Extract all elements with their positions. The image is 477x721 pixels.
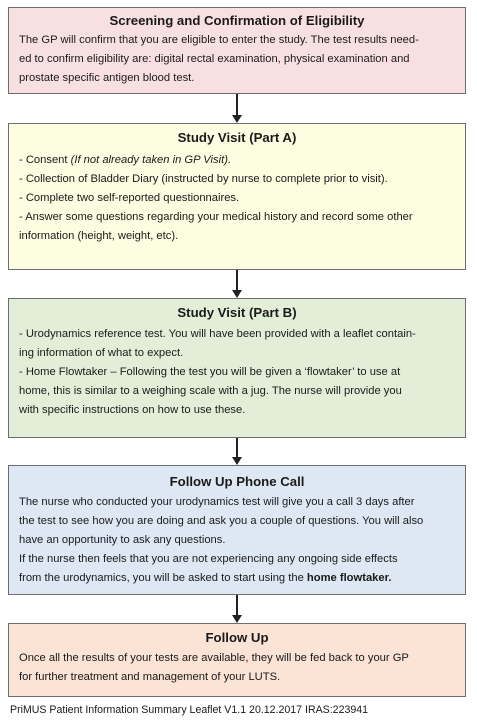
phone-call-line: the test to see how you are doing and ask you a couple of questions. You will also: [19, 515, 424, 527]
follow-up-title: Follow Up: [205, 630, 269, 645]
phone-call-box: [8, 465, 466, 595]
study-visit-a-box: [8, 123, 466, 270]
follow-up-box: [8, 623, 466, 697]
screening-line: prostate specific antigen blood test.: [19, 72, 195, 84]
flow-arrow: [232, 270, 242, 298]
screening-title: Screening and Confirmation of Eligibility: [109, 13, 365, 28]
consent-note: (If not already taken in GP Visit).: [70, 154, 232, 166]
study-visit-a-title: Study Visit (Part A): [177, 130, 297, 145]
flow-arrow: [232, 438, 242, 465]
screening-box: [8, 7, 466, 94]
list-item: - Consent (If not already taken in GP Visit).: [19, 151, 457, 170]
footer-text: PriMUS Patient Information Summary Leaflet V1.1 20.12.2017 IRAS:223941: [10, 704, 369, 716]
home-flowtaker-emphasis: home flowtaker.: [306, 572, 392, 584]
follow-up-line: for further treatment and management of your LUTS.: [19, 671, 281, 683]
follow-up-body: [9, 649, 465, 687]
phone-call-line: If the nurse then feels that you are not experiencing any ongoing side effects: [19, 553, 398, 565]
list-item: - Collection of Bladder Diary (instructed by nurse to complete prior to visit).: [19, 170, 457, 189]
flow-arrow: [232, 94, 242, 123]
phone-call-line: have an opportunity to ask any questions.: [19, 534, 226, 546]
screening-body: [9, 31, 465, 88]
screening-line: The GP will confirm that you are eligible to enter the study. The test results need-: [19, 34, 419, 46]
screening-line: ed to confirm eligibility are: digital rectal examination, physical examination and: [19, 53, 410, 65]
list-item: - Home Flowtaker – Following the test you will be given a ‘flowtaker’ to use at home, this is similar to a weighing scale with a jug. The nurse will provide you with specific instructions on how to use these.: [19, 363, 457, 420]
list-item: - Complete two self-reported questionnaires.: [19, 189, 457, 208]
list-item: - Answer some questions regarding your medical history and record some other information (height, weight, etc).: [19, 208, 457, 246]
phone-call-line: from the urodynamics, you will be asked to start using the home flowtaker.: [19, 572, 392, 584]
study-visit-a-list: [9, 151, 465, 246]
phone-call-title: Follow Up Phone Call: [169, 474, 305, 489]
flow-arrow: [232, 595, 242, 623]
list-item: - Urodynamics reference test. You will have been provided with a leaflet contain- ing information of what to expect.: [19, 325, 457, 363]
phone-call-line: The nurse who conducted your urodynamics test will give you a call 3 days after: [19, 496, 415, 508]
follow-up-line: Once all the results of your tests are available, they will be fed back to your GP: [19, 652, 409, 664]
study-visit-b-title: Study Visit (Part B): [177, 305, 297, 320]
phone-call-body: [9, 493, 465, 588]
study-visit-b-box: [8, 298, 466, 438]
study-visit-b-list: [9, 325, 465, 420]
